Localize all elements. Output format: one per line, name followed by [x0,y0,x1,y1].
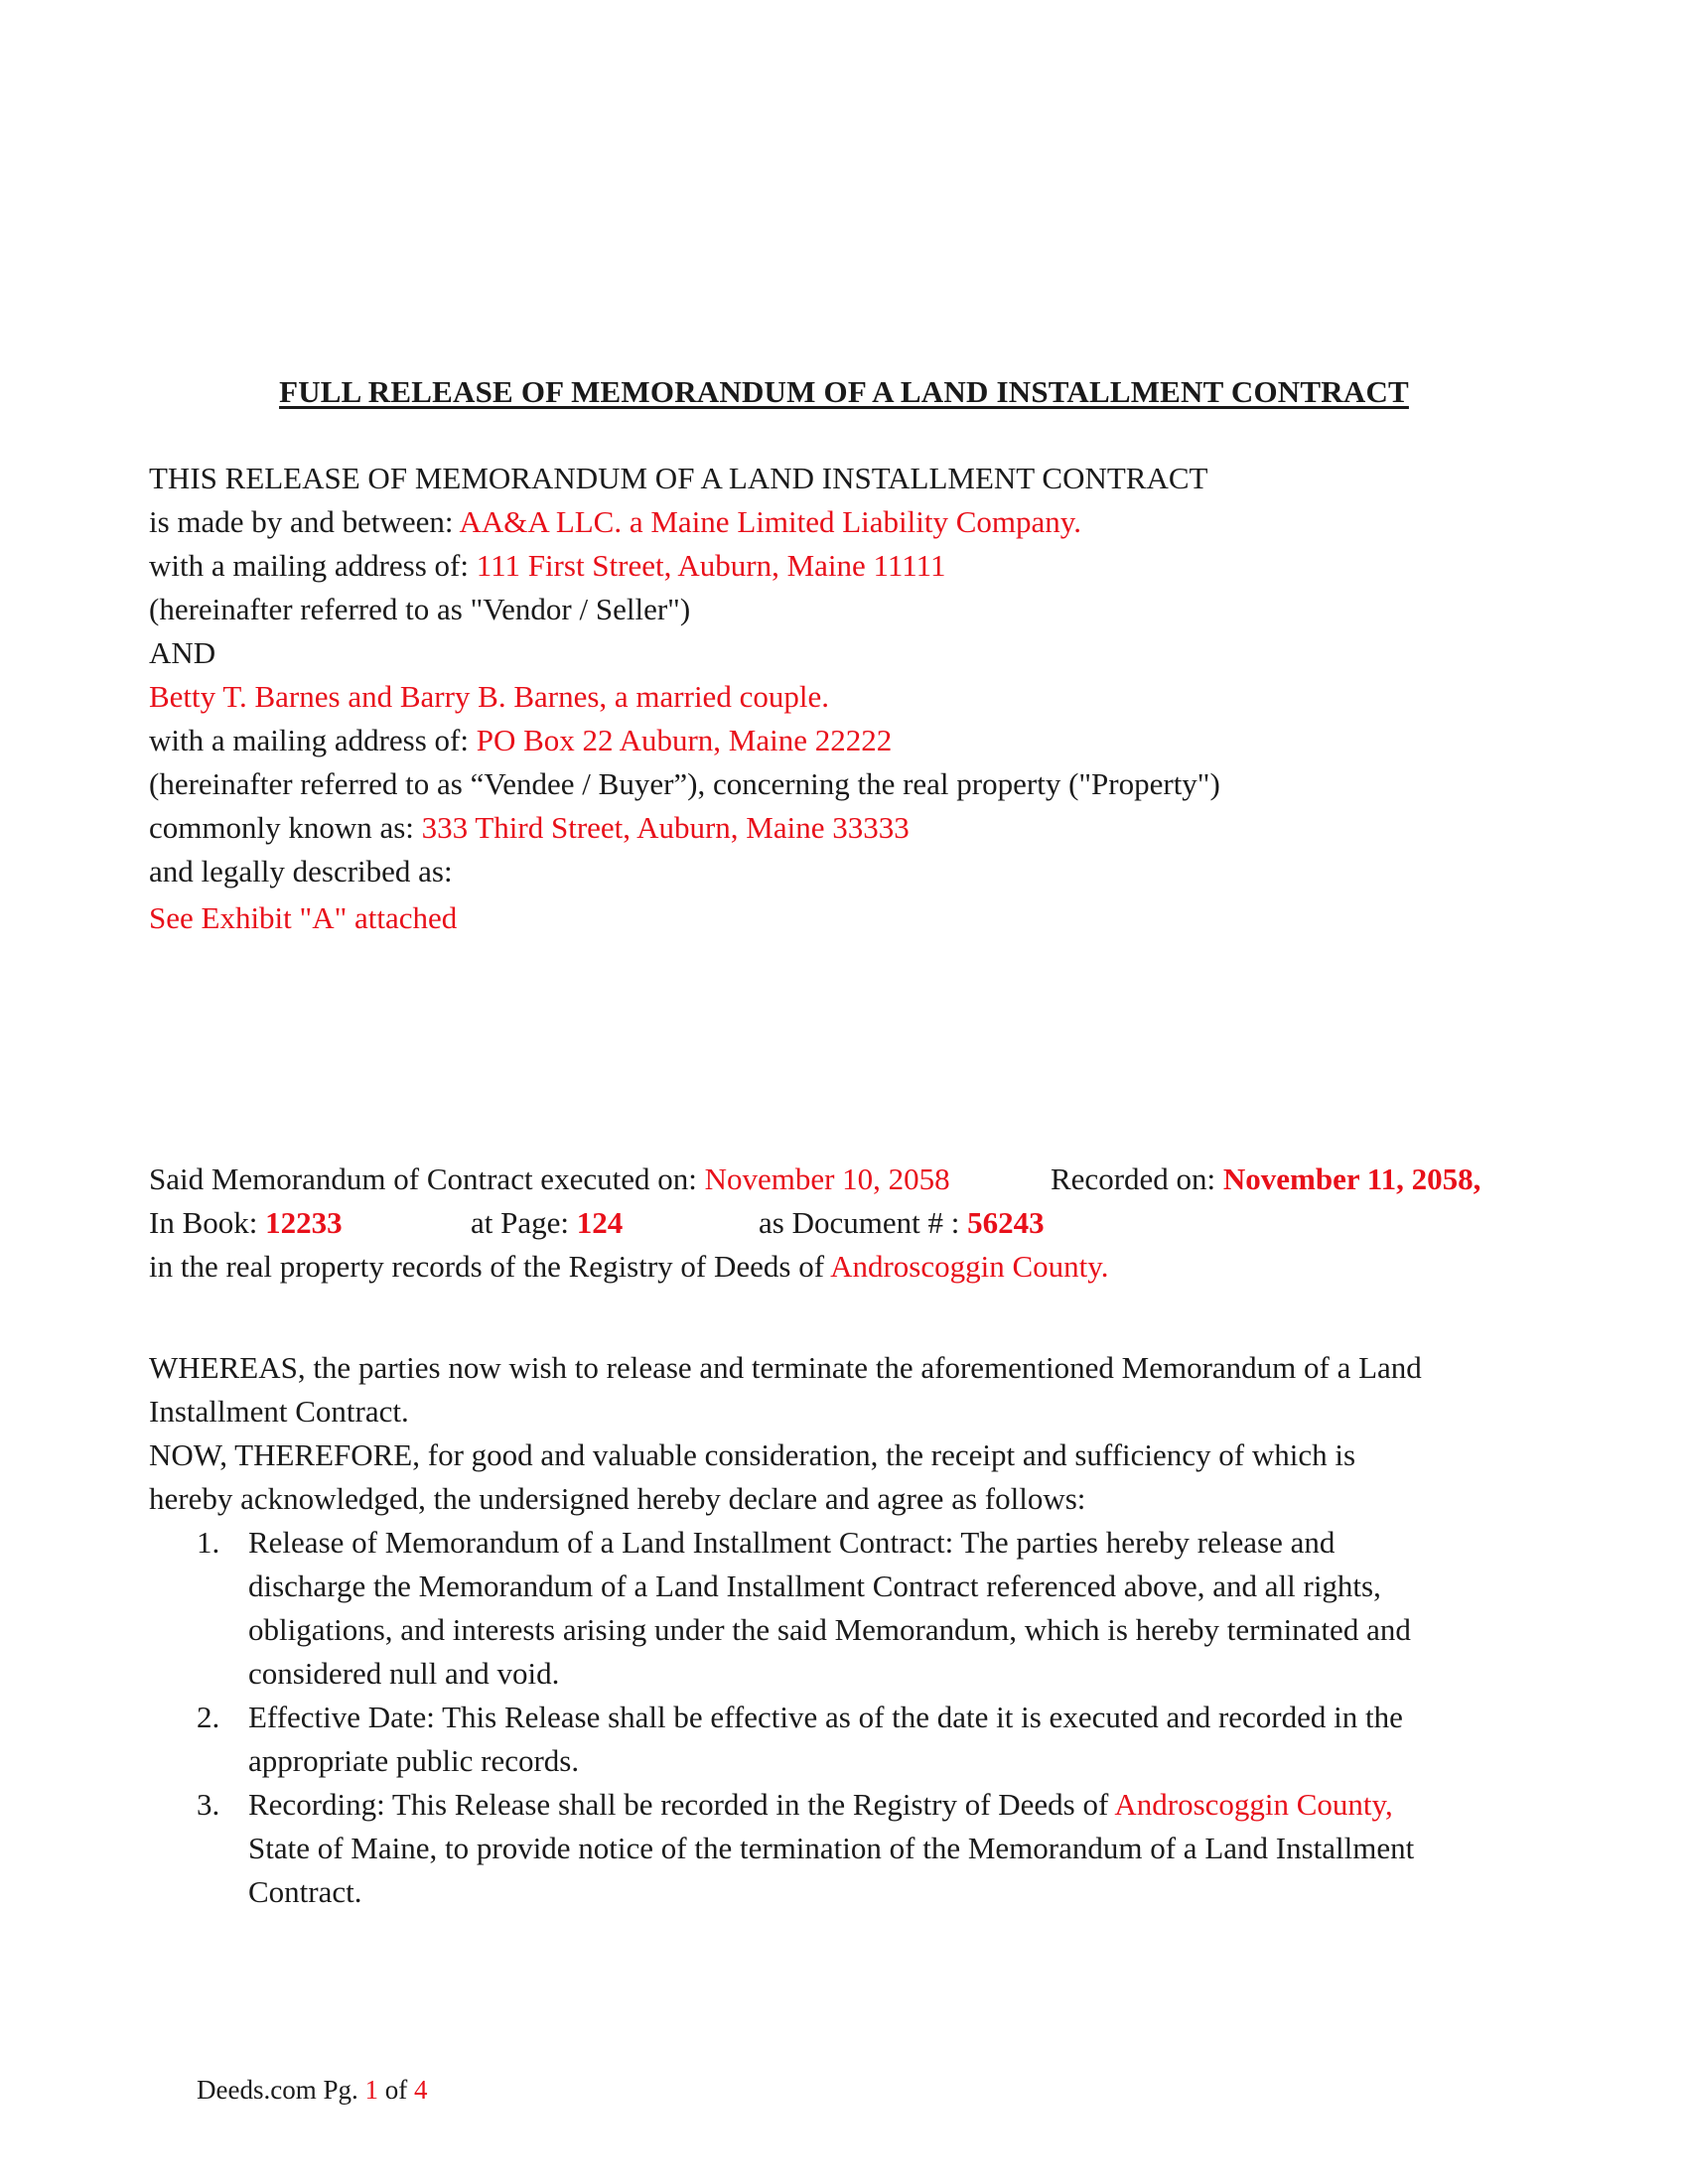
item-1-line: Release of Memorandum of a Land Installment Contract: The parties hereby release and [248,1525,1336,1560]
vendee-name: Betty T. Barnes and Barry B. Barnes, a married couple. [149,679,829,714]
vendee-ref: (hereinafter referred to as “Vendee / Buyer”), concerning the real property ("Property") [149,766,1220,801]
item-1-line: discharge the Memorandum of a Land Installment Contract referenced above, and all rights, [248,1569,1381,1603]
page-field [471,1205,623,1241]
mailing-label: with a mailing address of: [149,723,477,757]
now-therefore-line-2: hereby acknowledged, the undersigned hereby declare and agree as follows: [149,1481,1086,1516]
recorded-date: November 11, 2058, [1222,1161,1481,1196]
recorded-line [1051,1161,1480,1197]
page-number: 124 [576,1205,624,1240]
footer-page-total: 4 [413,2075,428,2105]
records-line [149,1249,1109,1285]
executed-line [149,1161,950,1197]
book-number: 12233 [265,1205,343,1240]
book-label: In Book: [149,1205,266,1240]
whereas-line-1: WHEREAS, the parties now wish to release and terminate the aforementioned Memorandum of a Land [149,1350,1422,1385]
vendor-address: 111 First Street, Auburn, Maine 11111 [476,548,946,583]
page-footer [197,2075,427,2106]
vendor-name: AA&A LLC. a Maine Limited Liability Company. [459,504,1082,539]
item-2-line: appropriate public records. [248,1743,580,1778]
records-label: in the real property records of the Registry of Deeds of [149,1249,831,1284]
footer-of: of [377,2075,414,2105]
and-text: AND [149,635,216,670]
item-3-line: Contract. [248,1874,362,1909]
vendee-address-line [149,723,892,758]
document-number: 56243 [967,1205,1045,1240]
item-1-line: obligations, and interests arising under the said Memorandum, which is hereby terminated and [248,1612,1411,1647]
document-label: as Document # : [759,1205,968,1240]
now-therefore-line-1: NOW, THEREFORE, for good and valuable consideration, the receipt and sufficiency of which is [149,1437,1356,1472]
legal-description: See Exhibit "A" attached [149,900,458,935]
footer-page-number: 1 [364,2075,378,2105]
item-3-line [248,1787,1393,1823]
book-field [149,1205,343,1241]
footer-site: Deeds.com Pg. [197,2075,365,2105]
county-name: Androscoggin County, [1114,1787,1393,1822]
item-2-line: Effective Date: This Release shall be effective as of the date it is executed and recorded in the [248,1700,1403,1734]
recorded-label: Recorded on: [1051,1161,1223,1196]
legal-label: and legally described as: [149,854,453,888]
document-field [759,1205,1045,1241]
item-3-line: State of Maine, to provide notice of the termination of the Memorandum of a Land Installment [248,1831,1415,1865]
executed-label: Said Memorandum of Contract executed on: [149,1161,705,1196]
property-line [149,810,910,846]
item-number: 1. [197,1525,220,1560]
vendor-address-line [149,548,945,584]
made-by-line [149,504,1081,540]
vendor-ref: (hereinafter referred to as "Vendor / Seller") [149,592,691,626]
intro-heading: THIS RELEASE OF MEMORANDUM OF A LAND INSTALLMENT CONTRACT [149,461,1208,495]
item-1-line: considered null and void. [248,1656,560,1691]
item-number: 2. [197,1700,220,1734]
executed-date: November 10, 2058 [704,1161,950,1196]
page-label: at Page: [471,1205,577,1240]
whereas-line-2: Installment Contract. [149,1394,409,1429]
known-as-label: commonly known as: [149,810,422,845]
item-3-prefix: Recording: This Release shall be recorded in the Registry of Deeds of [248,1787,1115,1822]
page-title: FULL RELEASE OF MEMORANDUM OF A LAND INSTALLMENT CONTRACT [279,374,1409,409]
county-name: Androscoggin County. [830,1249,1109,1284]
item-number: 3. [197,1787,220,1822]
vendee-address: PO Box 22 Auburn, Maine 22222 [476,723,893,757]
made-by-label: is made by and between: [149,504,460,539]
mailing-label: with a mailing address of: [149,548,477,583]
property-address: 333 Third Street, Auburn, Maine 33333 [421,810,910,845]
